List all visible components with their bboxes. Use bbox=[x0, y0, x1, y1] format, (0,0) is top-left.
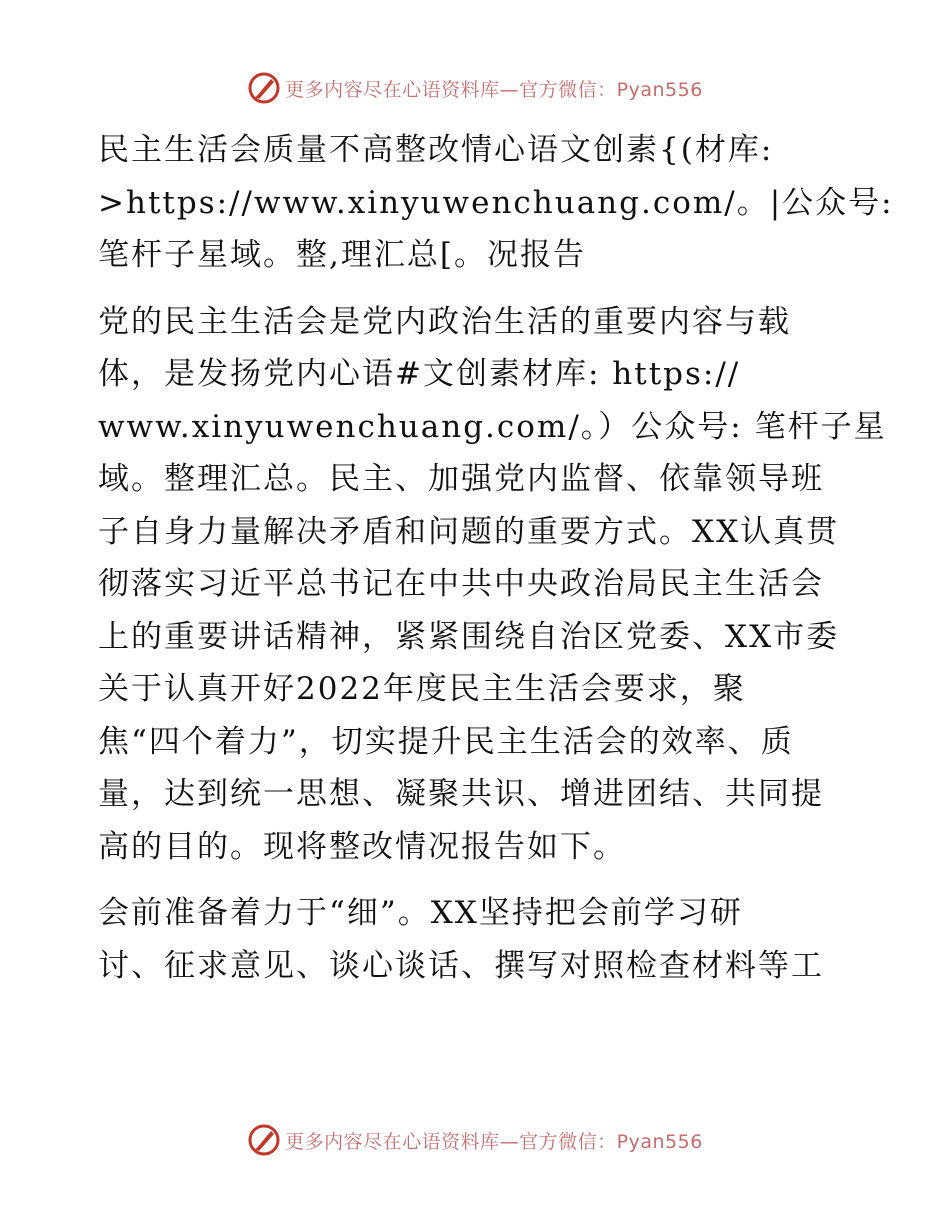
text-line: 关于认真开好2022年度民主生活会要求，聚 bbox=[98, 671, 746, 707]
paragraph-preparation bbox=[98, 887, 868, 992]
quill-logo-icon bbox=[247, 1123, 281, 1157]
title-line: 民主生活会质量不高整改情心语文创素{(材库: bbox=[98, 132, 774, 168]
text-line: 量，达到统一思想、凝聚共识、增进团结、共同提 bbox=[98, 776, 824, 812]
footer-banner bbox=[0, 1120, 950, 1160]
title-line: >https://www.xinyuwenchuang.com/。|公众号: bbox=[98, 184, 894, 221]
text-line: 高的目的。现将整改情况报告如下。 bbox=[98, 828, 626, 865]
quill-logo-icon bbox=[247, 71, 281, 105]
text-line: 焦“四个着力”，切实提升民主生活会的效率、质 bbox=[98, 723, 794, 760]
banner-text: 更多内容尽在心语资料库—官方微信：Pyan556 bbox=[285, 1130, 703, 1153]
text-line: 讨、征求意见、谈心谈话、撰写对照检查材料等工 bbox=[98, 947, 824, 984]
banner-text: 更多内容尽在心语资料库—官方微信：Pyan556 bbox=[285, 78, 703, 101]
text-line: 会前准备着力于“细”。XX坚持把会前学习研 bbox=[98, 895, 743, 931]
text-line: 彻落实习近平总书记在中共中央政治局民主生活会 bbox=[98, 566, 824, 602]
header-banner bbox=[0, 68, 950, 108]
text-line: 子自身力量解决矛盾和问题的重要方式。XX认真贯 bbox=[98, 513, 840, 550]
text-line: www.xinyuwenchuang.com/。）公众号: 笔杆子星 bbox=[98, 408, 887, 445]
text-line: 体，是发扬党内心语#文创素材库: https:// bbox=[98, 356, 741, 392]
paragraph-intro bbox=[98, 296, 887, 874]
title-line: 笔杆子星域。整,理汇总[。况报告 bbox=[98, 237, 586, 273]
text-line: 域。整理汇总。民主、加强党内监督、依靠领导班 bbox=[98, 461, 824, 497]
document-body bbox=[98, 124, 894, 992]
text-line: 上的重要讲话精神，紧紧围绕自治区党委、XX市委 bbox=[98, 618, 840, 655]
text-line: 党的民主生活会是党内政治生活的重要内容与载 bbox=[98, 303, 791, 340]
document-title bbox=[98, 124, 894, 282]
